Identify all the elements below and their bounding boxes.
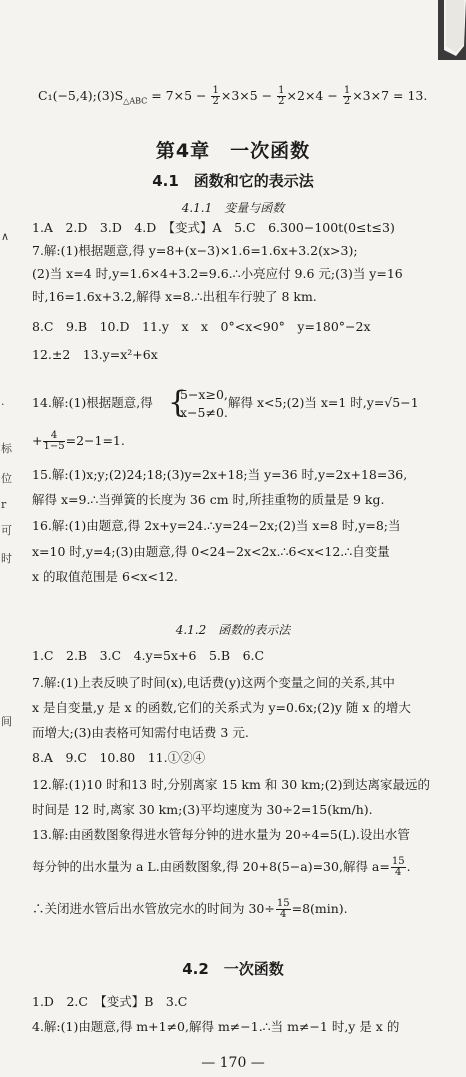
answer-line: 4.解:(1)由题意,得 m+1≠0,解得 m≠−1.∴当 m≠−1 时,y 是 x 的 [32,1019,400,1034]
answer-line: 16.解:(1)由题意,得 2x+y=24.∴y=24−2x;(2)当 x=8 时,y=8;当 [32,518,401,533]
chapter-title: 第4章 一次函数 [155,140,311,162]
system-line: 5−x≥0, [180,387,228,402]
subsection-title-4-1-1: 4.1.1 变量与函数 [181,201,285,215]
answer-line: 8.C 9.B 10.D 11.y x x 0°<x<90° y=180°−2x [32,319,371,334]
edge-char: 标 [1,442,12,455]
answer-line: x 的取值范围是 6<x<12. [32,569,178,584]
answer-line: 解得 x=9.∴当弹簧的长度为 36 cm 时,所挂重物的质量是 9 kg. [32,492,385,507]
answer-line: 7.解:(1)根据题意,得 y=8+(x−3)×1.6=1.6x+3.2(x>3); [32,243,358,258]
answer-line: 1.C 2.B 3.C 4.y=5x+6 5.B 6.C [32,648,265,663]
answer-line: 1.A 2.D 3.D 4.D 【变式】A 5.C 6.300−100t(0≤t≤3) [32,220,395,235]
area-formula-line [38,86,427,110]
answer-line [32,899,348,920]
system-line: x−5≠0. [180,405,228,420]
answer-line: 13.解:由函数图象得进水管每分钟的进水量为 20÷4=5(L).设出水管 [32,827,410,842]
answer-line [32,431,125,452]
text: ×3×5 − [220,88,273,103]
answer-line: 时间是 12 时,离家 30 km;(3)平均速度为 30÷2=15(km/h). [32,802,373,817]
page-number: — 170 — [201,1055,265,1071]
answer-line: (2)当 x=4 时,y=1.6×4+3.2=9.6.∴小亮应付 9.6 元;(3)当 y=16 [32,266,403,281]
edge-char: 位 [1,472,12,485]
fraction: $\frac{15}{4}$ [276,898,290,920]
answer-line: x=10 时,y=4;(3)由题意,得 0<24−2x<2x.∴6<x<12.∴自变量 [32,544,390,559]
section-title-4-2: 4.2 一次函数 [182,960,284,978]
subscript: △ABC [123,96,148,106]
fraction: $\frac{4}{1-5}$ [43,430,65,452]
answer-line: 时,16=1.6x+3.2,解得 x=8.∴出租车行驶了 8 km. [32,289,317,304]
text: =8(min). [291,901,348,916]
answer-line: 12.±2 13.y=x²+6x [32,347,158,362]
answer-line: 1.D 2.C 【变式】B 3.C [32,994,188,1009]
edge-char: 时 [1,552,12,565]
edge-char: r [1,498,7,511]
answer-line: 7.解:(1)上表反映了时间(x),电话费(y)这两个变量之间的关系,其中 [32,675,395,690]
text: C₁(−5,4);(3)S [38,88,124,103]
text: 每分钟的出水量为 a L.由函数图象,得 20+8(5−a)=30,解得 a= [32,859,390,874]
answer-line: 8.A 9.C 10.80 11.①②④ [32,750,206,765]
fraction-half: $\frac{1}{2}$ [343,85,351,107]
answer-line: 14.解:(1)根据题意,得 [32,395,153,410]
edge-char: 间 [1,715,12,728]
answer-line: 15.解:(1)x;y;(2)24;18;(3)y=2x+18;当 y=36 时,y=2x+18=36, [32,467,408,482]
answer-line: 12.解:(1)10 时和13 时,分别离家 15 km 和 30 km;(2)到达离家最远的 [32,777,430,792]
fraction: $\frac{15}{4}$ [391,856,405,878]
text: = 7×5 − [147,88,207,103]
text: ∴关闭进水管后出水管放完水的时间为 30÷ [32,901,275,916]
text: . [406,859,411,874]
edge-char: 可 [1,524,12,537]
edge-char: ∧ [1,230,10,243]
section-title-4-1: 4.1 函数和它的表示法 [152,172,314,190]
page-corner-fold [430,0,466,60]
edge-char: · [1,398,5,411]
left-brace: { [168,385,188,420]
fraction-half: $\frac{1}{2}$ [278,85,285,107]
text: ×2×4 − [286,88,338,103]
text: + [32,433,43,448]
subsection-title-4-1-2: 4.1.2 函数的表示法 [175,623,291,637]
text: =2−1=1. [65,433,125,448]
answer-line: 而增大;(3)由表格可知需付电话费 3 元. [32,725,249,740]
answer-line: 解得 x<5;(2)当 x=1 时,y=√5−1 [228,395,419,410]
fraction-half: $\frac{1}{2}$ [212,85,219,107]
text: ×3×7 = 13. [352,88,428,103]
answer-line: x 是自变量,y 是 x 的函数,它们的关系式为 y=0.6x;(2)y 随 x 的增大 [32,700,411,715]
answer-line [32,857,411,878]
